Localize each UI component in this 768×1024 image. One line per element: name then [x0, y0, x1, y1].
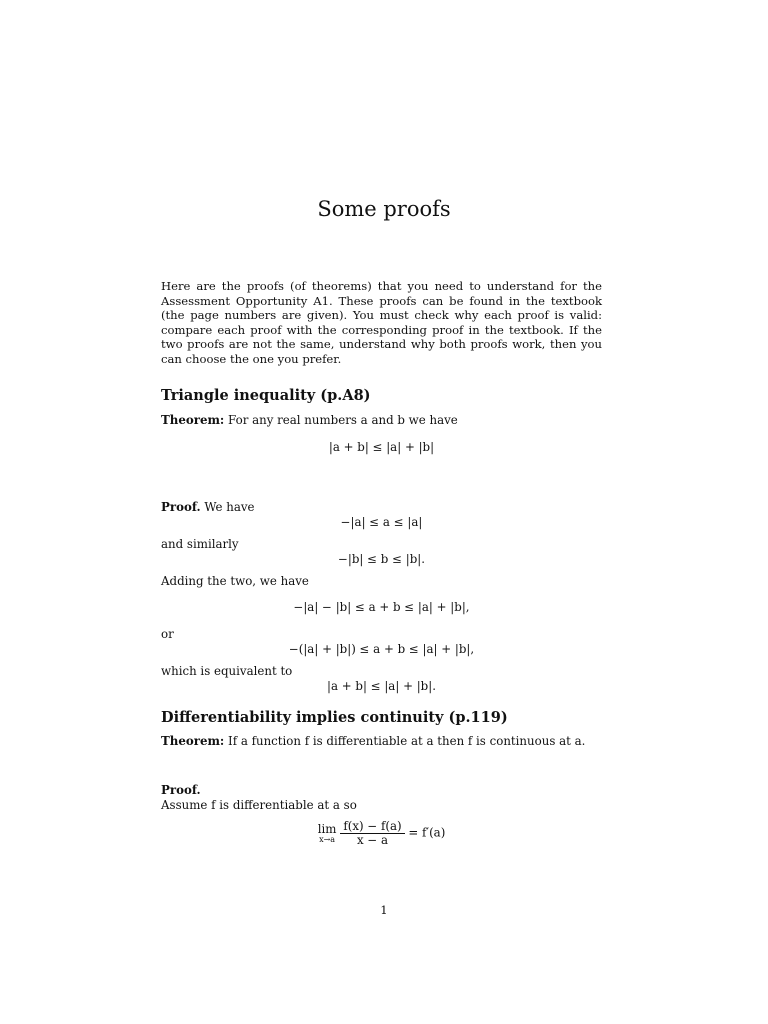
difference-quotient	[340, 820, 404, 847]
equation-3: −|a| − |b| ≤ a + b ≤ |a| + |b|,	[293, 600, 470, 614]
or-text: or	[161, 627, 174, 641]
fraction-denominator: x − a	[356, 833, 389, 847]
document-title: Some proofs	[317, 197, 451, 221]
equation-1: −|a| ≤ a ≤ |a|	[340, 515, 423, 529]
theorem-statement	[161, 413, 458, 427]
theorem-label-2: Theorem:	[161, 734, 225, 748]
proof-label-2-text: Proof.	[161, 783, 201, 797]
adding-text: Adding the two, we have	[161, 574, 309, 588]
proof-intro	[161, 500, 255, 514]
equivalent-text: which is equivalent to	[161, 664, 293, 678]
limit-rhs: = f′(a)	[408, 825, 446, 840]
theorem-equation: |a + b| ≤ |a| + |b|	[328, 440, 435, 454]
intro-paragraph: Here are the proofs (of theorems) that you need to understand for the Assessment Opportunity A1. These proofs can be found in the textbook (the page numbers are given). You must check why each proof is valid: compare each proof with the corresponding proof in the textbook. If the two proofs are not the same, understand why both proofs work, then you can choose the one you prefer.	[161, 279, 602, 366]
fraction-numerator: f(x) − f(a)	[340, 820, 404, 834]
proof-label-2	[161, 783, 201, 797]
page-number: 1	[380, 903, 388, 917]
limit-operator	[318, 823, 337, 844]
and-similarly-text: and similarly	[161, 537, 239, 551]
theorem-label: Theorem:	[161, 413, 225, 427]
proof-label: Proof.	[161, 500, 201, 514]
proof-intro-text: We have	[204, 500, 255, 514]
assume-text: Assume f is differentiable at a so	[161, 798, 357, 812]
limit-word: lim	[317, 822, 337, 836]
limit-equation	[161, 820, 602, 847]
theorem-text-2: If a function f is differentiable at a then f is continuous at a.	[228, 734, 586, 748]
equation-4: −(|a| + |b|) ≤ a + b ≤ |a| + |b|,	[288, 642, 475, 656]
theorem-statement-2	[161, 734, 585, 748]
equation-5: |a + b| ≤ |a| + |b|.	[327, 679, 436, 693]
equation-2: −|b| ≤ b ≤ |b|.	[338, 552, 425, 566]
section-heading-differentiability: Differentiability implies continuity (p.119)	[161, 709, 508, 726]
limit-subscript: x→a	[319, 835, 336, 844]
section-heading-triangle-inequality: Triangle inequality (p.A8)	[161, 387, 371, 404]
theorem-text: For any real numbers a and b we have	[228, 413, 458, 427]
